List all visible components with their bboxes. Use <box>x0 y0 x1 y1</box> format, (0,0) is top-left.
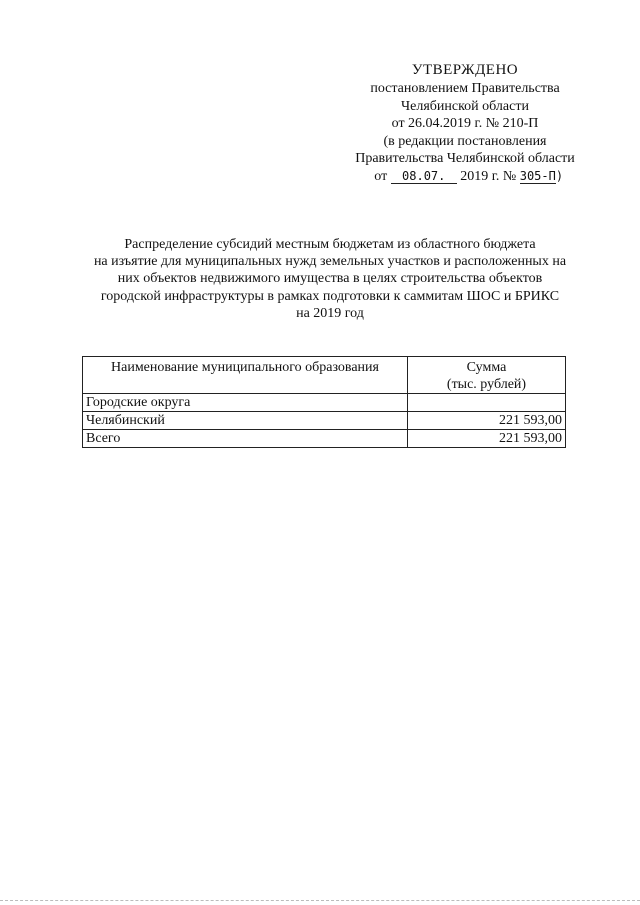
approval-line-4: (в редакции постановления <box>383 133 547 149</box>
page-bottom-edge <box>0 900 640 901</box>
header-sum-label: Сумма <box>466 360 507 375</box>
subsidy-table <box>82 356 566 448</box>
document-title-line-5: на 2019 год <box>296 305 364 321</box>
approval-line-2: Челябинской области <box>401 98 529 114</box>
amendment-line <box>330 168 600 186</box>
table-row <box>83 394 566 412</box>
row-sum: 221 593,00 <box>408 430 566 448</box>
row-sum: 221 593,00 <box>408 412 566 430</box>
document-title-line-3: них объектов недвижимого имущества в целях строительства объектов <box>117 271 543 287</box>
document-title-line-4: городской инфраструктуры в рамках подготовки к саммитам ШОС и БРИКС <box>100 288 560 304</box>
table-row-total <box>83 430 566 448</box>
approval-line-5: Правительства Челябинской области <box>355 151 575 167</box>
amendment-prefix: от <box>374 168 388 184</box>
row-sum <box>408 394 566 412</box>
approval-title: УТВЕРЖДЕНО <box>411 62 519 78</box>
approval-line-3: от 26.04.2019 г. № 210-П <box>391 116 539 132</box>
approval-stamp <box>330 60 600 186</box>
row-name: Городские округа <box>83 394 408 412</box>
amendment-number: 305-П) <box>519 168 564 183</box>
document-title-line-2: на изъятие для муниципальных нужд земельных участков и расположенных на <box>93 254 567 270</box>
document-title <box>60 236 600 322</box>
row-name: Всего <box>83 430 408 448</box>
header-sum-unit: (тыс. рублей) <box>446 377 527 392</box>
header-municipality: Наименование муниципального образования <box>83 357 408 394</box>
row-name: Челябинский <box>83 412 408 430</box>
header-sum <box>408 357 566 394</box>
amendment-date: 08.07. <box>391 169 457 184</box>
table-header-row <box>83 357 566 394</box>
document-title-line-1: Распределение субсидий местным бюджетам из областного бюджета <box>124 237 536 252</box>
approval-line-1: постановлением Правительства <box>370 81 560 96</box>
amendment-year: 2019 г. № <box>460 168 517 184</box>
table-row <box>83 412 566 430</box>
